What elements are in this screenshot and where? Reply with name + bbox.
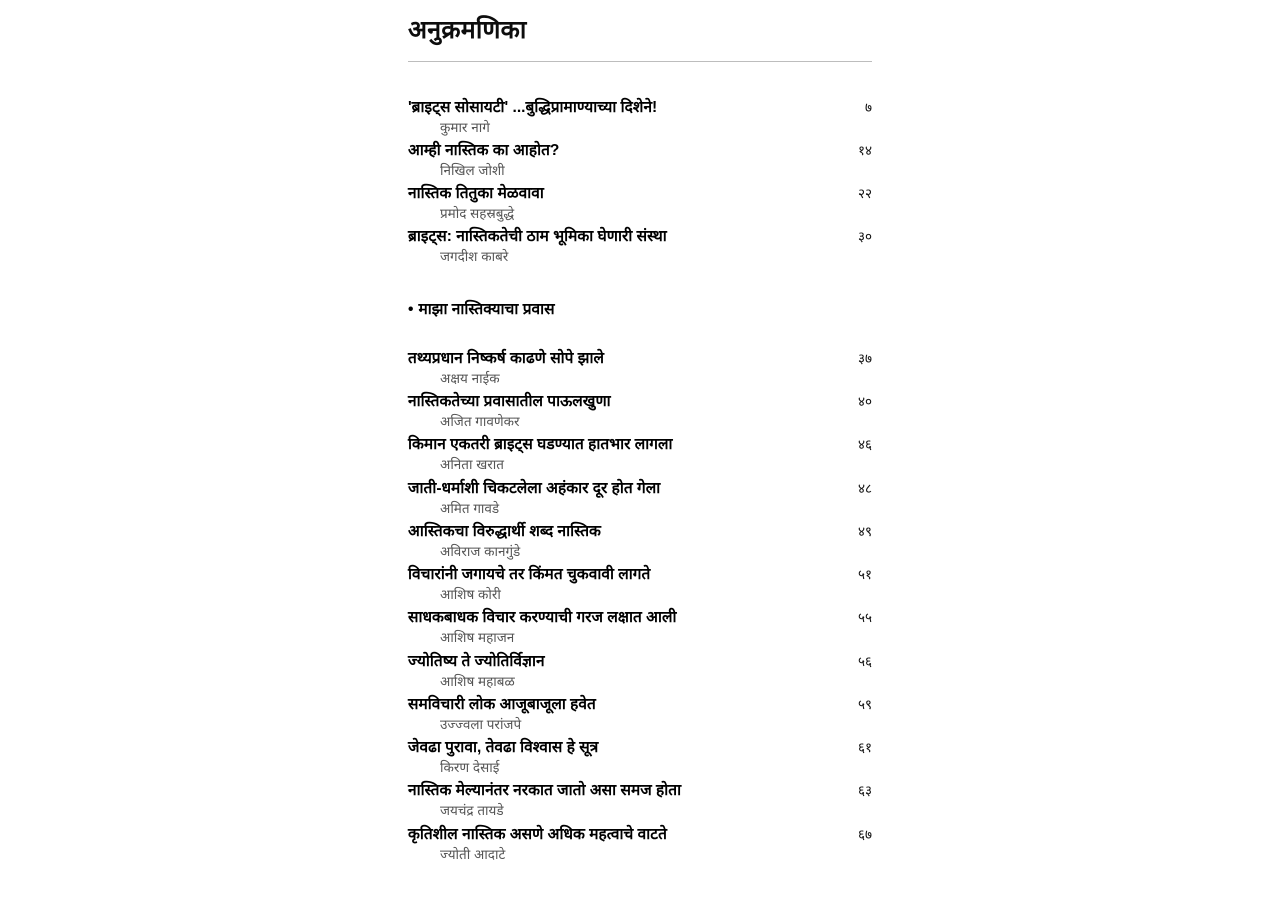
entry-title: विचारांनी जगायचे तर किंमत चुकवावी लागते — [408, 566, 651, 584]
entry-title: ज्योतिष्य ते ज्योतिर्विज्ञान — [408, 652, 545, 670]
entry-author: अमित गावडे — [440, 500, 500, 516]
section-heading-label: माझा नास्तिक्याचा प्रवास — [418, 300, 555, 318]
entry-page-number: ५९ — [857, 696, 872, 712]
entry-row — [408, 182, 872, 206]
entry-author: आशिष कोरी — [440, 587, 501, 603]
entry-row — [408, 477, 872, 501]
entry-title: किमान एकतरी ब्राइट्स घडण्यात हातभार लागला — [408, 436, 673, 454]
entry-title: आम्ही नास्तिक का आहोत? — [408, 141, 560, 159]
title-divider — [408, 61, 872, 62]
list-item[interactable] — [408, 182, 872, 224]
entry-page-number: ४६ — [857, 437, 872, 453]
entry-page-number: ६१ — [857, 740, 872, 756]
entry-author: निखिल जोशी — [440, 162, 505, 178]
list-item[interactable] — [408, 96, 872, 138]
entry-page-number: ७ — [864, 99, 872, 115]
page-title: अनुक्रमणिका — [408, 16, 527, 44]
entry-author: कुमार नागे — [440, 119, 490, 135]
entry-row — [408, 96, 872, 120]
entry-author: जगदीश काबरे — [440, 249, 509, 265]
entry-author: आशिष महाबळ — [440, 673, 515, 689]
entry-author: अक्षय नाईक — [440, 370, 500, 386]
list-item[interactable] — [408, 225, 872, 267]
entry-title: जाती-धर्माशी चिकटलेला अहंकार दूर होत गेला — [408, 479, 661, 497]
entry-page-number: ६३ — [857, 783, 872, 799]
entry-author: अनिता खरात — [440, 457, 505, 473]
list-item[interactable] — [408, 390, 872, 432]
list-item[interactable] — [408, 520, 872, 562]
list-item[interactable] — [408, 779, 872, 821]
entry-author: प्रमोद सहस्रबुद्धे — [440, 206, 515, 222]
list-item[interactable] — [408, 347, 872, 389]
list-item[interactable] — [408, 477, 872, 519]
entry-page-number: ४८ — [857, 480, 872, 496]
entry-page-number: ५१ — [857, 567, 872, 583]
entry-title: ब्राइट्स: नास्तिकतेची ठाम भूमिका घेणारी संस्था — [408, 228, 667, 246]
entry-row — [408, 693, 872, 717]
list-item[interactable] — [408, 736, 872, 778]
entry-row — [408, 606, 872, 630]
section-heading — [408, 298, 872, 321]
entry-author: जयचंद्र तायडे — [440, 803, 504, 819]
entry-page-number: ४० — [857, 394, 872, 410]
entry-page-number: २२ — [857, 186, 872, 202]
entry-title: नास्तिक मेल्यानंतर नरकात जातो असा समज होता — [408, 782, 682, 800]
toc-content — [408, 0, 872, 866]
entry-row — [408, 139, 872, 163]
list-item[interactable] — [408, 650, 872, 692]
entry-row — [408, 563, 872, 587]
entry-page-number: ६७ — [857, 826, 872, 842]
entry-title: आस्तिकचा विरुद्धार्थी शब्द नास्तिक — [408, 522, 601, 540]
entry-row — [408, 823, 872, 847]
entry-row — [408, 390, 872, 414]
list-item[interactable] — [408, 433, 872, 475]
entry-title: नास्तिकतेच्या प्रवासातील पाऊलखुणा — [408, 393, 611, 411]
entry-author: उज्ज्वला परांजपे — [440, 716, 522, 732]
list-item[interactable] — [408, 563, 872, 605]
entry-page-number: ५६ — [857, 653, 872, 669]
entry-page-number: १४ — [857, 142, 872, 158]
entry-author: किरण देसाई — [440, 760, 500, 776]
toc-entries-section — [408, 347, 872, 865]
entry-page-number: ४९ — [857, 523, 872, 539]
entry-author: ज्योती आदाटे — [440, 846, 506, 862]
entry-page-number: ३७ — [857, 350, 872, 366]
entry-title: जेवढा पुरावा, तेवढा विश्वास हे सूत्र — [408, 739, 599, 757]
list-item[interactable] — [408, 139, 872, 181]
bullet-icon: • — [408, 300, 414, 318]
entry-title: समविचारी लोक आजूबाजूला हवेत — [408, 695, 596, 713]
list-item[interactable] — [408, 693, 872, 735]
entry-author: अजित गावणेकर — [440, 414, 520, 430]
entry-page-number: ३० — [857, 229, 872, 245]
entry-row — [408, 347, 872, 371]
entry-title: कृतिशील नास्तिक असणे अधिक महत्वाचे वाटते — [408, 825, 667, 843]
entry-row — [408, 736, 872, 760]
entry-row — [408, 650, 872, 674]
entry-title: तथ्यप्रधान निष्कर्ष काढणे सोपे झाले — [408, 349, 605, 367]
entry-author: आशिष महाजन — [440, 630, 515, 646]
entry-row — [408, 520, 872, 544]
entry-title: नास्तिक तितुका मेळवावा — [408, 185, 544, 203]
entry-author: अविराज कानगुंडे — [440, 543, 521, 559]
list-item[interactable] — [408, 606, 872, 648]
entry-row — [408, 779, 872, 803]
entry-title: 'ब्राइट्स सोसायटी' ...बुद्धिप्रामाण्याच्या दिशेने! — [408, 98, 658, 116]
entry-title: साधकबाधक विचार करण्याची गरज लक्षात आली — [408, 609, 677, 627]
list-item[interactable] — [408, 823, 872, 865]
entry-page-number: ५५ — [857, 610, 872, 626]
entry-row — [408, 433, 872, 457]
entry-row — [408, 225, 872, 249]
toc-entries-top — [408, 96, 872, 268]
